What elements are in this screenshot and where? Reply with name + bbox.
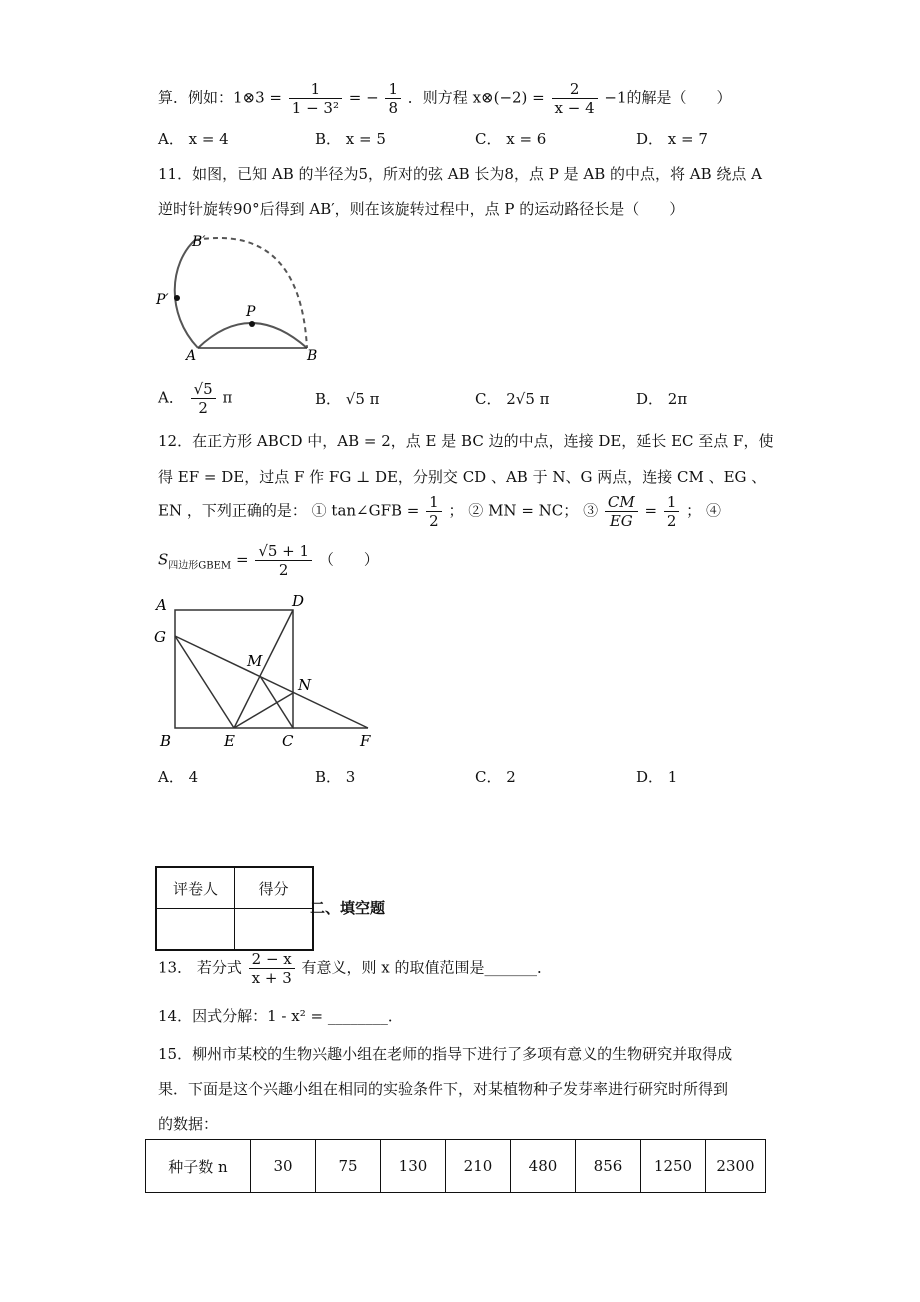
q13-frac <box>249 950 295 987</box>
section2-title: 二、填空题 <box>310 899 386 917</box>
q12-area-line <box>158 542 379 579</box>
q10-frac2-den: 8 <box>388 99 399 117</box>
q12-label-b: B <box>160 732 172 750</box>
q12-s-eq: = <box>235 550 249 569</box>
q10-option-b: B． x = 5 <box>315 130 386 148</box>
q12-s-label: S <box>158 550 169 569</box>
q10-equation-line <box>158 80 732 117</box>
q12-mn-text: MN = NC； <box>488 501 579 520</box>
q10-frac2 <box>385 80 401 117</box>
q15-line2: 果．下面是这个兴趣小组在相同的实验条件下，对某植物种子发芽率进行研究时所得到 <box>158 1080 729 1098</box>
seed-table-cell: 480 <box>511 1140 576 1193</box>
seed-table-cell: 210 <box>446 1140 511 1193</box>
q10-frac3-num: 2 <box>552 80 598 99</box>
q10-frac1-den: 1 − 3² <box>291 99 339 117</box>
q12-s-frac <box>255 542 312 579</box>
q12-line3-text: EN ，下列正确的是： <box>158 501 307 520</box>
q12-label-a: A <box>156 596 167 614</box>
q10-text-c: −1的解是（ ） <box>604 88 732 107</box>
q12-circle-2: ② <box>468 501 484 520</box>
q10-frac2-num: 1 <box>385 80 401 99</box>
q12-cm-frac <box>605 493 638 530</box>
q11-option-c: C． 2√5 π <box>475 390 550 408</box>
q11-option-a <box>158 380 232 417</box>
q11-label-a: A <box>186 348 197 363</box>
q11-figure <box>150 228 330 363</box>
q12-circle-3: ③ <box>583 501 599 520</box>
q12-label-g: G <box>154 628 166 646</box>
q13-line <box>158 950 552 987</box>
q12-square <box>175 610 293 728</box>
q12-cm-den: EG <box>609 512 633 530</box>
q11-line1: 11．如图，已知 AB 的半径为5，所对的弦 AB 长为8，点 P 是 AB 的中点，将 AB 绕点 A <box>158 165 762 183</box>
q12-option-d: D． 1 <box>636 768 678 786</box>
score-cell-score[interactable] <box>235 909 314 951</box>
score-table <box>155 866 314 951</box>
q11-option-d: D． 2π <box>636 390 688 408</box>
q12-half-frac <box>664 493 680 530</box>
score-cell-grader[interactable] <box>156 909 235 951</box>
q10-frac1-num: 1 <box>289 80 342 99</box>
q12-line1: 12．在正方形 ABCD 中，AB = 2，点 E 是 BC 边的中点，连接 DE，延长 EC 至点 F，使 <box>158 432 774 450</box>
q11-arc-ab-prime <box>175 240 198 348</box>
q12-semi1: ； <box>448 501 464 520</box>
q12-label-c: C <box>282 732 294 750</box>
q11-label-p-prime: P′ <box>156 292 169 308</box>
q12-label-n: N <box>298 676 312 694</box>
q12-tan-frac <box>426 493 442 530</box>
q12-s-sub: 四边形GBEM <box>168 560 232 572</box>
q12-tan-num: 1 <box>426 493 442 512</box>
q13-suffix: 有意义，则 x 的取值范围是_______． <box>301 958 553 977</box>
q12-circle-1: ① <box>311 501 327 520</box>
q10-frac1 <box>289 80 342 117</box>
q12-s-num: √5 + 1 <box>255 542 312 561</box>
score-header-grader: 评卷人 <box>156 867 235 909</box>
q11-option-a-num: √5 <box>191 380 216 399</box>
q10-option-c: C． x = 6 <box>475 130 547 148</box>
seed-table-header: 种子数 n <box>146 1140 251 1193</box>
q12-cm-num: CM <box>605 493 638 512</box>
q11-label-p: P <box>246 304 256 320</box>
q13-prefix: 13． 若分式 <box>158 958 242 977</box>
q15-seed-table <box>145 1139 766 1193</box>
seed-table-cell: 1250 <box>641 1140 706 1193</box>
q12-option-a: A． 4 <box>158 768 199 786</box>
q15-line3: 的数据： <box>158 1115 219 1133</box>
q11-option-a-frac <box>191 380 216 417</box>
q11-point-p <box>249 321 255 327</box>
q15-line1: 15．柳州市某校的生物兴趣小组在老师的指导下进行了多项有意义的生物研究并取得成 <box>158 1045 733 1063</box>
q13-den: x + 3 <box>251 969 292 987</box>
q11-label-b: B <box>307 348 318 363</box>
seed-table-cell: 30 <box>251 1140 316 1193</box>
q10-option-d: D． x = 7 <box>636 130 708 148</box>
seed-table-cell: 2300 <box>706 1140 766 1193</box>
q12-label-f: F <box>360 732 371 750</box>
q12-eq-half: = <box>644 501 658 520</box>
q12-tan-text: tan∠GFB = <box>331 501 420 520</box>
q11-option-a-suffix: π <box>222 388 233 407</box>
q12-label-m: M <box>247 652 263 670</box>
q12-s-tail: （ ） <box>318 550 379 569</box>
q12-label-e: E <box>224 732 235 750</box>
q12-line2: 得 EF = DE，过点 F 作 FG ⊥ DE，分别交 CD 、AB 于 N、G 两点，连接 CM 、EG 、 <box>158 468 767 486</box>
seed-table-cell: 856 <box>576 1140 641 1193</box>
q14-line: 14．因式分解：1 - x² = ________． <box>158 1007 403 1025</box>
q12-line3 <box>158 493 721 530</box>
q11-option-b: B． √5 π <box>315 390 380 408</box>
q11-point-p-prime <box>174 295 180 301</box>
q10-option-a: A． x = 4 <box>158 130 229 148</box>
q11-line2: 逆时针旋转90°后得到 AB′，则在该旋转过程中，点 P 的运动路径长是（ ） <box>158 200 685 218</box>
q12-tan-den: 2 <box>429 512 439 530</box>
q12-figure <box>150 592 390 754</box>
score-header-score: 得分 <box>235 867 314 909</box>
q10-eq2: = − <box>348 88 379 107</box>
q12-semi2: ； <box>686 501 702 520</box>
seed-table-cell: 130 <box>381 1140 446 1193</box>
q10-frac3-den: x − 4 <box>554 99 595 117</box>
q12-label-d: D <box>292 592 305 610</box>
q12-circle-4: ④ <box>705 501 721 520</box>
q12-option-c: C． 2 <box>475 768 516 786</box>
seed-table-cell: 75 <box>316 1140 381 1193</box>
q13-num: 2 − x <box>249 950 295 969</box>
q10-text-a: 算．例如：1⊗3 = <box>158 88 282 107</box>
q11-rotation-path <box>195 238 307 348</box>
q11-option-a-den: 2 <box>198 399 208 417</box>
q11-label-b-prime: B′ <box>192 234 206 250</box>
q10-text-b: ．则方程 x⊗(−2) = <box>407 88 545 107</box>
q12-half-den: 2 <box>666 512 677 530</box>
q11-option-a-prefix: A． <box>158 388 184 407</box>
q10-frac3 <box>552 80 598 117</box>
table-row <box>146 1140 766 1193</box>
q12-half-num: 1 <box>664 493 680 512</box>
q12-option-b: B． 3 <box>315 768 356 786</box>
q12-s-den: 2 <box>278 561 289 579</box>
